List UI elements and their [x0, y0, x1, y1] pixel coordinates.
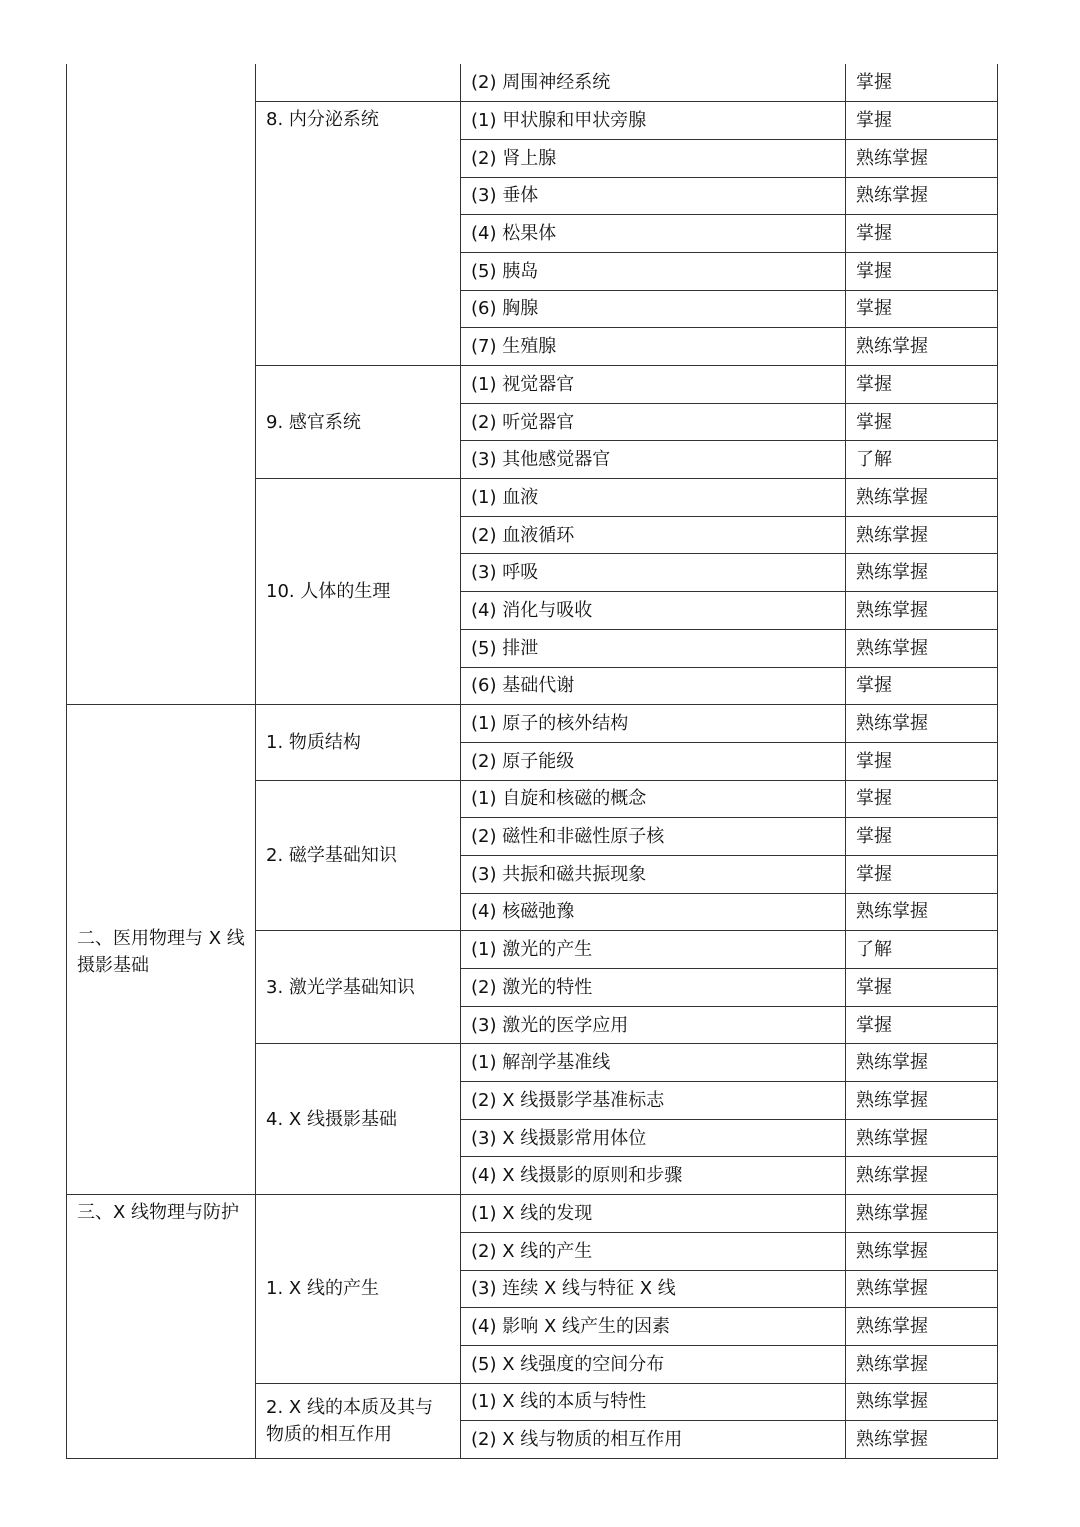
level-cell: 熟练掌握 [846, 139, 998, 177]
item-cell: (4) 消化与吸收 [461, 592, 846, 630]
table-row [67, 64, 998, 102]
table-row [67, 1195, 998, 1233]
level-cell: 熟练掌握 [846, 893, 998, 931]
level-cell: 掌握 [846, 366, 998, 404]
item-cell: (2) 血液循环 [461, 516, 846, 554]
section-cell: 4. X 线摄影基础 [256, 1044, 461, 1195]
item-cell: (1) 甲状腺和甲状旁腺 [461, 102, 846, 140]
item-cell: (1) X 线的本质与特性 [461, 1383, 846, 1421]
section-cell [256, 64, 461, 102]
section-cell: 1. X 线的产生 [256, 1195, 461, 1383]
item-cell: (6) 胸腺 [461, 290, 846, 328]
chapter-cell [67, 64, 256, 705]
section-cell: 1. 物质结构 [256, 705, 461, 780]
item-cell: (1) 激光的产生 [461, 931, 846, 969]
item-cell: (5) X 线强度的空间分布 [461, 1345, 846, 1383]
item-cell: (1) X 线的发现 [461, 1195, 846, 1233]
level-cell: 熟练掌握 [846, 1308, 998, 1346]
chapter-cell: 二、医用物理与 X 线摄影基础 [67, 705, 256, 1195]
item-cell: (3) 共振和磁共振现象 [461, 855, 846, 893]
table-row [67, 705, 998, 743]
syllabus-table [66, 64, 998, 1459]
section-cell: 8. 内分泌系统 [256, 102, 461, 366]
level-cell: 掌握 [846, 818, 998, 856]
level-cell: 熟练掌握 [846, 1383, 998, 1421]
level-cell: 熟练掌握 [846, 1195, 998, 1233]
level-cell: 掌握 [846, 780, 998, 818]
item-cell: (1) 解剖学基准线 [461, 1044, 846, 1082]
section-cell: 3. 激光学基础知识 [256, 931, 461, 1044]
level-cell: 掌握 [846, 403, 998, 441]
item-cell: (3) 连续 X 线与特征 X 线 [461, 1270, 846, 1308]
item-cell: (4) 松果体 [461, 215, 846, 253]
level-cell: 熟练掌握 [846, 592, 998, 630]
level-cell: 掌握 [846, 855, 998, 893]
level-cell: 熟练掌握 [846, 1421, 998, 1459]
item-cell: (1) 原子的核外结构 [461, 705, 846, 743]
level-cell: 了解 [846, 931, 998, 969]
level-cell: 熟练掌握 [846, 705, 998, 743]
item-cell: (2) 原子能级 [461, 742, 846, 780]
item-cell: (4) X 线摄影的原则和步骤 [461, 1157, 846, 1195]
item-cell: (1) 自旋和核磁的概念 [461, 780, 846, 818]
level-cell: 熟练掌握 [846, 328, 998, 366]
level-cell: 了解 [846, 441, 998, 479]
level-cell: 掌握 [846, 667, 998, 705]
item-cell: (4) 影响 X 线产生的因素 [461, 1308, 846, 1346]
item-cell: (3) 激光的医学应用 [461, 1006, 846, 1044]
level-cell: 熟练掌握 [846, 1232, 998, 1270]
section-cell: 2. 磁学基础知识 [256, 780, 461, 931]
item-cell: (2) 激光的特性 [461, 969, 846, 1007]
level-cell: 掌握 [846, 64, 998, 102]
section-cell: 9. 感官系统 [256, 366, 461, 479]
item-cell: (6) 基础代谢 [461, 667, 846, 705]
item-cell: (2) X 线摄影学基准标志 [461, 1082, 846, 1120]
item-cell: (3) X 线摄影常用体位 [461, 1119, 846, 1157]
level-cell: 掌握 [846, 215, 998, 253]
section-cell: 10. 人体的生理 [256, 479, 461, 705]
level-cell: 掌握 [846, 252, 998, 290]
item-cell: (2) X 线的产生 [461, 1232, 846, 1270]
level-cell: 掌握 [846, 1006, 998, 1044]
level-cell: 掌握 [846, 969, 998, 1007]
level-cell: 熟练掌握 [846, 1082, 998, 1120]
level-cell: 掌握 [846, 290, 998, 328]
item-cell: (3) 呼吸 [461, 554, 846, 592]
level-cell: 熟练掌握 [846, 1345, 998, 1383]
item-cell: (2) 肾上腺 [461, 139, 846, 177]
item-cell: (7) 生殖腺 [461, 328, 846, 366]
level-cell: 熟练掌握 [846, 177, 998, 215]
section-cell: 2. X 线的本质及其与物质的相互作用 [256, 1383, 461, 1458]
item-cell: (1) 视觉器官 [461, 366, 846, 404]
level-cell: 熟练掌握 [846, 1119, 998, 1157]
item-cell: (2) X 线与物质的相互作用 [461, 1421, 846, 1459]
item-cell: (3) 垂体 [461, 177, 846, 215]
item-cell: (1) 血液 [461, 479, 846, 517]
item-cell: (3) 其他感觉器官 [461, 441, 846, 479]
item-cell: (5) 排泄 [461, 629, 846, 667]
level-cell: 掌握 [846, 742, 998, 780]
level-cell: 熟练掌握 [846, 1270, 998, 1308]
level-cell: 熟练掌握 [846, 516, 998, 554]
level-cell: 熟练掌握 [846, 554, 998, 592]
level-cell: 熟练掌握 [846, 1044, 998, 1082]
item-cell: (2) 磁性和非磁性原子核 [461, 818, 846, 856]
level-cell: 熟练掌握 [846, 629, 998, 667]
item-cell: (2) 听觉器官 [461, 403, 846, 441]
level-cell: 熟练掌握 [846, 1157, 998, 1195]
item-cell: (4) 核磁弛豫 [461, 893, 846, 931]
level-cell: 熟练掌握 [846, 479, 998, 517]
chapter-cell: 三、X 线物理与防护 [67, 1195, 256, 1459]
level-cell: 掌握 [846, 102, 998, 140]
item-cell: (2) 周围神经系统 [461, 64, 846, 102]
item-cell: (5) 胰岛 [461, 252, 846, 290]
